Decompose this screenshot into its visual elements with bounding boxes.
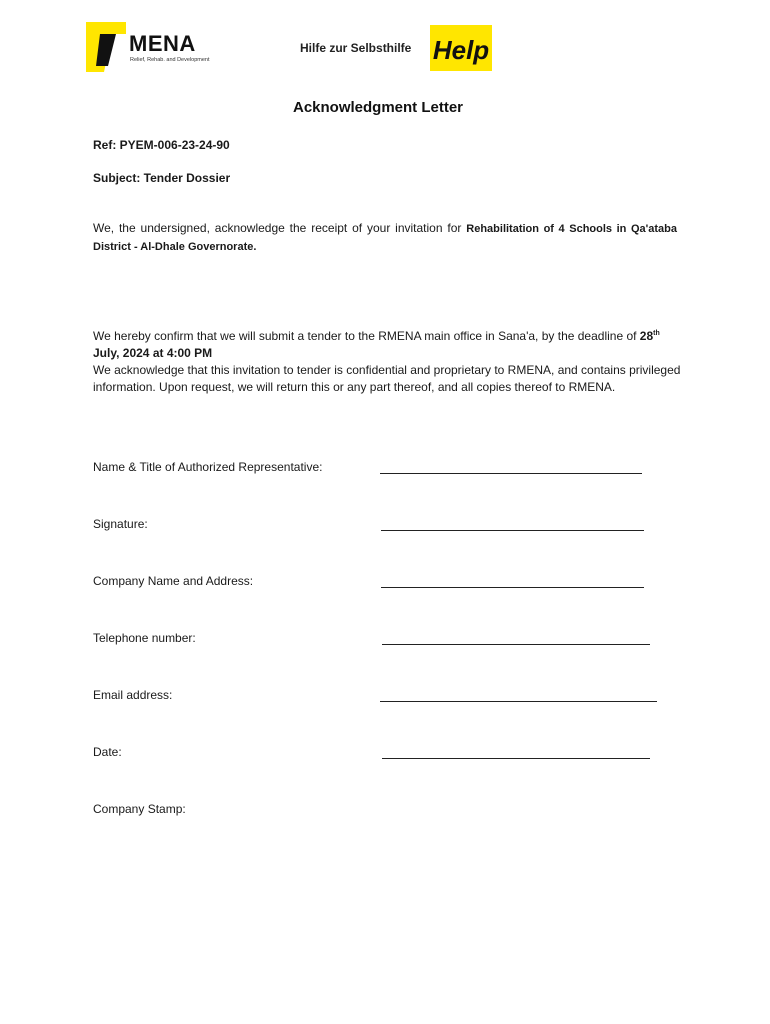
field-line-date[interactable] — [382, 758, 650, 759]
confirmation-paragraph — [93, 328, 683, 396]
form-row-signature — [93, 517, 663, 535]
field-label-telephone: Telephone number: — [93, 631, 196, 645]
field-label-company: Company Name and Address: — [93, 574, 254, 588]
form-row-company — [93, 574, 663, 592]
field-line-signature[interactable] — [381, 530, 644, 531]
field-label-date: Date: — [93, 745, 122, 759]
field-line-telephone[interactable] — [382, 644, 650, 645]
form-row-stamp — [93, 802, 663, 820]
field-label-signature: Signature: — [93, 517, 148, 531]
intro-text: We, the undersigned, acknowledge the receipt of your invitation for — [93, 221, 467, 235]
field-line-email[interactable] — [380, 701, 657, 702]
form-row-email — [93, 688, 663, 706]
rmena-logo-tagline: Relief, Rehab. and Development — [130, 57, 210, 63]
help-logo-icon — [430, 25, 492, 71]
deadline-suffix: th — [653, 330, 660, 337]
field-line-representative[interactable] — [380, 473, 642, 474]
field-label-representative: Name & Title of Authorized Representative: — [93, 460, 323, 474]
rmena-logo-mark-icon — [86, 22, 126, 72]
form-row-date — [93, 745, 663, 763]
form-row-representative — [93, 460, 663, 478]
subject-line: Subject: Tender Dossier — [93, 171, 231, 185]
confirm-text: We hereby confirm that we will submit a tender to the RMENA main office in Sana'a, by the deadline of — [93, 329, 640, 343]
help-tagline: Hilfe zur Selbsthilfe — [300, 41, 412, 55]
help-logo-text: Help — [432, 35, 490, 65]
page-title: Acknowledgment Letter — [292, 99, 464, 116]
reference-number: Ref: PYEM-006-23-24-90 — [93, 138, 230, 152]
field-label-stamp: Company Stamp: — [93, 802, 186, 816]
project-name: Rehabilitation of 4 Schools in Qa'ataba District - Al-Dhale Governorate. — [93, 223, 677, 253]
rmena-logo — [86, 22, 216, 72]
field-label-email: Email address: — [93, 688, 173, 702]
deadline-date: July, 2024 at 4:00 PM — [93, 346, 213, 360]
rmena-logo-name: MENA — [129, 31, 196, 56]
intro-paragraph — [93, 220, 677, 256]
confidential-text: We acknowledge that this invitation to tender is confidential and proprietary to RMENA, and contains privileged information. Upon request, we will return this or any part thereof, and all copies thereof to RMENA. — [93, 363, 681, 394]
field-line-company[interactable] — [381, 587, 644, 588]
form-row-telephone — [93, 631, 663, 649]
deadline-day: 28 — [639, 329, 654, 343]
